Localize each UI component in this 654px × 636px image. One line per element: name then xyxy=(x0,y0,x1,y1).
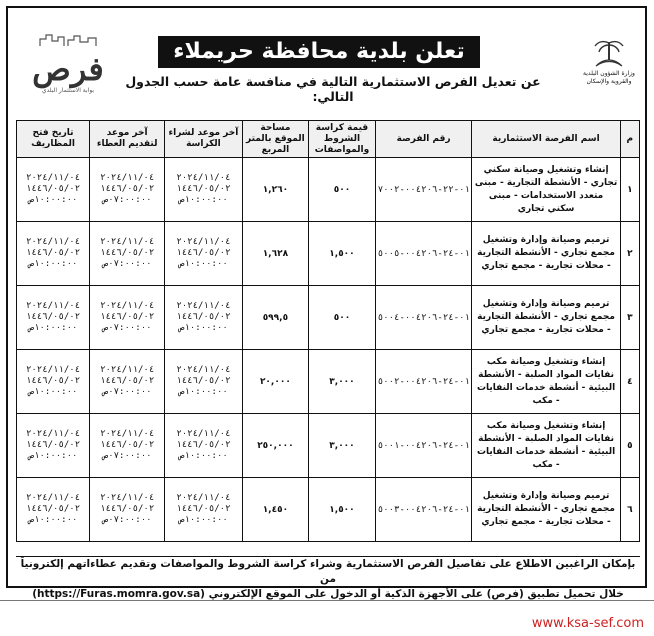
palm-swords-icon xyxy=(590,36,628,70)
submit-deadline-text: ١٤٤٦/٠٥/٠٢ xyxy=(100,504,155,514)
ministry-caption-1: وزارة الشؤون البلدية xyxy=(583,70,635,77)
opportunity-name xyxy=(472,222,620,286)
buy-deadline-text: ٢٠٢٤/١١/٠٤ xyxy=(176,237,231,247)
row-index-text: ١ xyxy=(627,184,633,195)
buy-deadline xyxy=(165,414,242,478)
buy-deadline-text: ١٤٤٦/٠٥/٠٢ xyxy=(176,440,231,450)
submit-deadline-text: ١٤٤٦/٠٥/٠٢ xyxy=(100,440,155,450)
booklet-price xyxy=(309,350,376,414)
opportunity-ref-text: ٠١-٢٢-٠٠٤٢٠٦-٧٠٠٢ xyxy=(377,184,470,195)
col-area: مساحة الموقع بالمتر المربع xyxy=(242,121,309,158)
table-header-row xyxy=(17,121,640,158)
footer-line-1: بإمكان الراغبين الاطلاع على تفاصيل الفرص الاستثمارية وشراء كراسة الشروط والمواصفات وتقديم عطاءاتهم إلكترونياً من xyxy=(20,558,636,585)
submit-deadline-text: ١٤٤٦/٠٥/٠٢ xyxy=(100,248,155,258)
buy-deadline-text: ٢٠٢٤/١١/٠٤ xyxy=(176,429,231,439)
announcement-header xyxy=(8,8,645,118)
opening-date-text: ١٠:٠٠:٠٠ص xyxy=(28,451,78,461)
buy-deadline-text: ١٠:٠٠:٠٠ص xyxy=(179,387,228,397)
buy-deadline-text: ١٠:٠٠:٠٠ص xyxy=(179,323,228,333)
opportunity-name xyxy=(472,286,620,350)
site-area xyxy=(242,158,309,222)
opportunity-name xyxy=(472,414,620,478)
site-area-text: ٥٩٩,٥ xyxy=(262,312,289,323)
opening-date-text: ٢٠٢٤/١١/٠٤ xyxy=(25,493,81,503)
opening-date-text: ١٠:٠٠:٠٠ص xyxy=(28,259,78,269)
buy-deadline xyxy=(165,286,242,350)
submit-deadline-text: ٢٠٢٤/١١/٠٤ xyxy=(100,493,155,503)
skyline-icon xyxy=(38,33,98,47)
opening-date xyxy=(17,158,90,222)
buy-deadline-text: ١٤٤٦/٠٥/٠٢ xyxy=(176,248,231,258)
opportunity-ref-text: ٠١-٢٤-٠٠٤٢٠٦-٥٠٠١ xyxy=(377,440,470,451)
site-area-text: ٢٠,٠٠٠ xyxy=(259,376,291,387)
submit-deadline-text: ٠٧:٠٠:٠٠ص xyxy=(102,195,152,205)
buy-deadline xyxy=(165,222,242,286)
opening-date-text: ٢٠٢٤/١١/٠٤ xyxy=(25,429,81,439)
buy-deadline-text: ١٤٤٦/٠٥/٠٢ xyxy=(176,312,231,322)
row-index xyxy=(620,158,639,222)
submit-deadline xyxy=(90,414,165,478)
site-area-text: ١,٤٥٠ xyxy=(262,504,289,515)
table-row xyxy=(17,414,640,478)
table-row xyxy=(17,222,640,286)
submit-deadline xyxy=(90,478,165,542)
opportunity-name xyxy=(472,478,620,542)
submit-deadline-text: ٢٠٢٤/١١/٠٤ xyxy=(100,237,155,247)
logo-caption: بوابة الاستثمار البلدي xyxy=(41,87,95,94)
booklet-price xyxy=(309,286,376,350)
opening-date-text: ١٤٤٦/٠٥/٠٢ xyxy=(25,376,81,386)
opening-date-text: ١٤٤٦/٠٥/٠٢ xyxy=(25,440,81,450)
opportunity-name-text: ترميم وصيانة وإدارة وتشغيل مجمع تجاري - الأنشطة التجارية - محلات تجارية - مجمع تجاري xyxy=(477,491,615,527)
table-row xyxy=(17,350,640,414)
buy-deadline-text: ٢٠٢٤/١١/٠٤ xyxy=(176,493,231,503)
row-index-text: ٢ xyxy=(627,248,633,259)
opening-date xyxy=(17,414,90,478)
row-index-text: ٥ xyxy=(627,440,633,451)
col-ref: رقم الفرصة xyxy=(375,121,472,158)
col-opening-date: تاريخ فتح المظاريف xyxy=(17,121,90,158)
opportunity-name-text: ترميم وصيانة وإدارة وتشغيل مجمع تجاري - الأنشطة التجارية - محلات تجارية - مجمع تجاري xyxy=(477,299,615,335)
footer-note xyxy=(16,556,640,600)
site-area-text: ١,٦٢٨ xyxy=(262,248,289,259)
submit-deadline xyxy=(90,350,165,414)
opportunity-ref xyxy=(375,286,472,350)
opening-date xyxy=(17,286,90,350)
opportunity-ref-text: ٠١-٢٤-٠٠٤٢٠٦-٥٠٠٢ xyxy=(377,376,470,387)
opportunity-name-text: إنشاء وتشغيل وصيانة مكب نفايات المواد الصلبة - الأنشطة البيئية - أنشطة خدمات النفايات - مكب xyxy=(476,420,616,470)
opportunity-ref xyxy=(375,350,472,414)
furas-logo xyxy=(18,32,118,102)
buy-deadline-text: ١٠:٠٠:٠٠ص xyxy=(179,259,228,269)
submit-deadline-text: ٠٧:٠٠:٠٠ص xyxy=(102,259,152,269)
ministry-caption-2: والقروية والإسكان xyxy=(586,78,632,85)
buy-deadline-text: ١٤٤٦/٠٥/٠٢ xyxy=(176,504,231,514)
booklet-price xyxy=(309,478,376,542)
col-price: قيمة كراسة الشروط والمواصفات xyxy=(309,121,376,158)
opportunity-name-text: إنشاء وتشغيل وصيانة سكني تجاري - الأنشطة التجارية - مبنى متعدد الاستخدامات - مبنى سكني تجاري xyxy=(474,164,618,214)
opportunity-ref-text: ٠١-٢٤-٠٠٤٢٠٦-٥٠٠٥ xyxy=(377,248,470,259)
site-area xyxy=(242,478,309,542)
buy-deadline-text: ١٠:٠٠:٠٠ص xyxy=(179,451,228,461)
row-index-text: ٣ xyxy=(627,312,633,323)
buy-deadline-text: ١٤٤٦/٠٥/٠٢ xyxy=(176,184,231,194)
booklet-price-text: ٣,٠٠٠ xyxy=(329,440,355,451)
opening-date-text: ٢٠٢٤/١١/٠٤ xyxy=(25,173,81,183)
opening-date-text: ١٠:٠٠:٠٠ص xyxy=(28,323,78,333)
opportunity-ref xyxy=(375,158,472,222)
buy-deadline xyxy=(165,158,242,222)
buy-deadline xyxy=(165,478,242,542)
row-index xyxy=(620,478,639,542)
submit-deadline-text: ٠٧:٠٠:٠٠ص xyxy=(102,323,152,333)
announcement-sheet xyxy=(6,6,647,600)
buy-deadline xyxy=(165,350,242,414)
table-row xyxy=(17,286,640,350)
opportunity-ref-text: ٠١-٢٤-٠٠٤٢٠٦-٥٠٠٤ xyxy=(377,312,470,323)
submit-deadline-text: ٢٠٢٤/١١/٠٤ xyxy=(100,173,155,183)
opportunity-ref xyxy=(375,222,472,286)
site-area-text: ١,٢٦٠ xyxy=(262,184,289,195)
opportunity-name-text: ترميم وصيانة وإدارة وتشغيل مجمع تجاري - الأنشطة التجارية - محلات تجارية - مجمع تجاري xyxy=(477,235,615,271)
submit-deadline-text: ١٤٤٦/٠٥/٠٢ xyxy=(100,184,155,194)
page-title: تعلن بلدية محافظة حريملاء xyxy=(158,36,480,68)
opening-date-text: ٢٠٢٤/١١/٠٤ xyxy=(25,237,81,247)
submit-deadline xyxy=(90,158,165,222)
opening-date-text: ١٤٤٦/٠٥/٠٢ xyxy=(25,184,81,194)
row-index-text: ٦ xyxy=(627,504,633,515)
opportunity-name xyxy=(472,158,620,222)
table-row xyxy=(17,478,640,542)
submit-deadline-text: ٠٧:٠٠:٠٠ص xyxy=(102,451,152,461)
opening-date-text: ٢٠٢٤/١١/٠٤ xyxy=(25,301,81,311)
submit-deadline-text: ٢٠٢٤/١١/٠٤ xyxy=(100,429,155,439)
buy-deadline-text: ١٠:٠٠:٠٠ص xyxy=(179,515,228,525)
booklet-price xyxy=(309,222,376,286)
opportunity-ref xyxy=(375,478,472,542)
booklet-price-text: ١,٥٠٠ xyxy=(329,504,355,515)
submit-deadline-text: ٠٧:٠٠:٠٠ص xyxy=(102,387,152,397)
logo-word: فرص xyxy=(32,50,104,88)
submit-deadline-text: ٠٧:٠٠:٠٠ص xyxy=(102,515,152,525)
row-index xyxy=(620,222,639,286)
opportunities-table xyxy=(16,120,640,542)
col-buy-deadline: آخر موعد لشراء الكراسة xyxy=(165,121,242,158)
buy-deadline-text: ٢٠٢٤/١١/٠٤ xyxy=(176,301,231,311)
row-index xyxy=(620,414,639,478)
opening-date-text: ١٤٤٦/٠٥/٠٢ xyxy=(25,504,81,514)
opening-date-text: ١٠:٠٠:٠٠ص xyxy=(28,195,78,205)
col-submit-deadline: آخر موعد لتقديم العطاء xyxy=(90,121,165,158)
col-index: م xyxy=(620,121,639,158)
opportunity-ref xyxy=(375,414,472,478)
site-watermark: www.ksa-sef.com xyxy=(531,616,644,631)
submit-deadline-text: ١٤٤٦/٠٥/٠٢ xyxy=(100,376,155,386)
booklet-price-text: ٣,٠٠٠ xyxy=(329,376,355,387)
opportunity-name-text: إنشاء وتشغيل وصيانة مكب نفايات المواد الصلبة - الأنشطة البيئية - أنشطة خدمات النفايات - مكب xyxy=(476,356,616,406)
submit-deadline-text: ١٤٤٦/٠٥/٠٢ xyxy=(100,312,155,322)
site-area xyxy=(242,350,309,414)
row-index xyxy=(620,350,639,414)
booklet-price-text: ١,٥٠٠ xyxy=(329,248,355,259)
booklet-price-text: ٥٠٠ xyxy=(333,312,351,323)
row-index-text: ٤ xyxy=(627,376,633,387)
opportunity-ref-text: ٠١-٢٤-٠٠٤٢٠٦-٥٠٠٣ xyxy=(377,504,470,515)
booklet-price xyxy=(309,158,376,222)
buy-deadline-text: ٢٠٢٤/١١/٠٤ xyxy=(176,365,231,375)
opening-date xyxy=(17,222,90,286)
ministry-logo xyxy=(579,36,639,96)
booklet-price-text: ٥٠٠ xyxy=(333,184,351,195)
site-area xyxy=(242,414,309,478)
page-subtitle: عن تعديل الفرص الاستثمارية التالية في منافسة عامة حسب الجدول التالي: xyxy=(125,74,541,104)
booklet-price xyxy=(309,414,376,478)
opening-date-text: ١٤٤٦/٠٥/٠٢ xyxy=(25,312,81,322)
opening-date-text: ١٠:٠٠:٠٠ص xyxy=(28,515,78,525)
col-name: اسم الفرصة الاستثمارية xyxy=(472,121,620,158)
submit-deadline-text: ٢٠٢٤/١١/٠٤ xyxy=(100,301,155,311)
site-area-text: ٢٥٠,٠٠٠ xyxy=(257,440,294,451)
site-area xyxy=(242,286,309,350)
buy-deadline-text: ١٠:٠٠:٠٠ص xyxy=(179,195,228,205)
opportunity-name xyxy=(472,350,620,414)
submit-deadline-text: ٢٠٢٤/١١/٠٤ xyxy=(100,365,155,375)
opening-date-text: ١٤٤٦/٠٥/٠٢ xyxy=(25,248,81,258)
opening-date-text: ١٠:٠٠:٠٠ص xyxy=(28,387,78,397)
buy-deadline-text: ٢٠٢٤/١١/٠٤ xyxy=(176,173,231,183)
site-area xyxy=(242,222,309,286)
opening-date xyxy=(17,350,90,414)
row-index xyxy=(620,286,639,350)
submit-deadline xyxy=(90,222,165,286)
table-row xyxy=(17,158,640,222)
opening-date xyxy=(17,478,90,542)
buy-deadline-text: ١٤٤٦/٠٥/٠٢ xyxy=(176,376,231,386)
bottom-rule xyxy=(0,600,654,601)
footer-line-2: خلال تحميل تطبيق (فرص) على الأجهزة الذكية أو الدخول على الموقع الإلكتروني (https://Furas.momra.gov.sa) xyxy=(32,588,624,600)
submit-deadline xyxy=(90,286,165,350)
opening-date-text: ٢٠٢٤/١١/٠٤ xyxy=(25,365,81,375)
